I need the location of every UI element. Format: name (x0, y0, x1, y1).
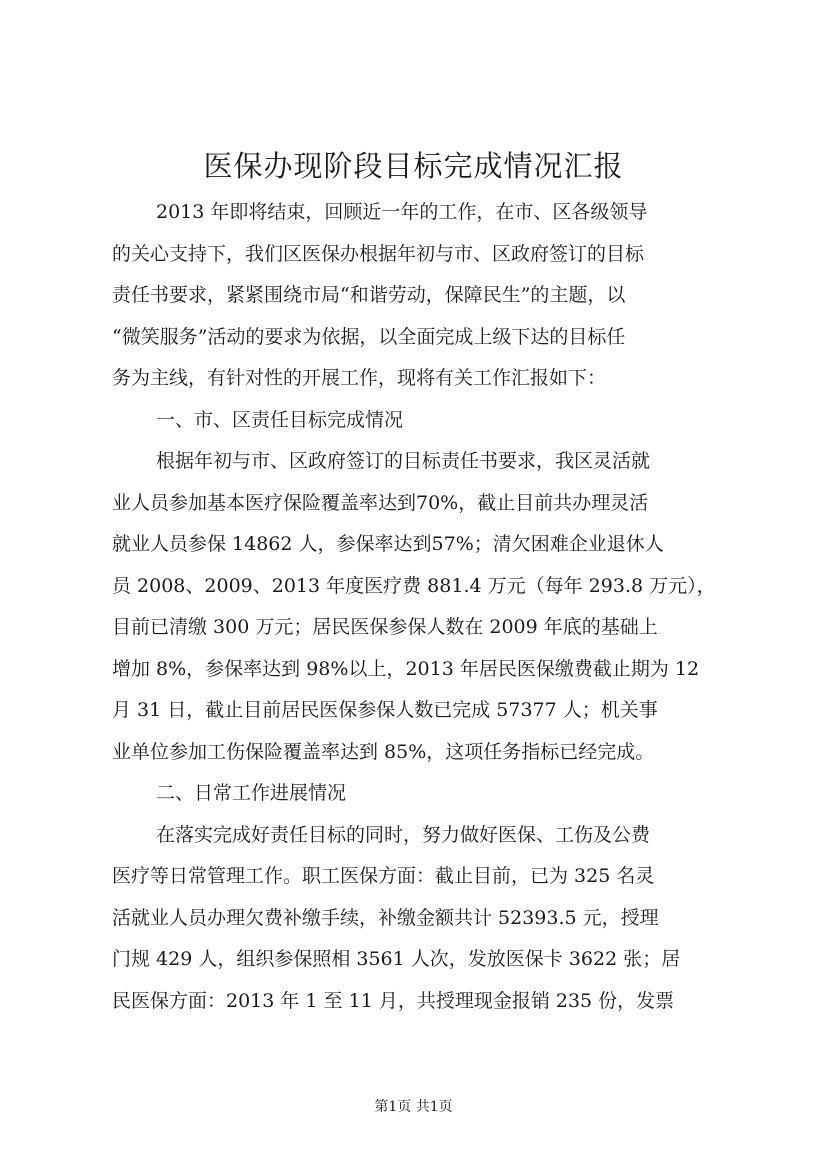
paragraph-intro-line: 的关心支持下，我们区医保办根据年初与市、区政府签订的目标 (112, 242, 645, 265)
paragraph-section2-line: 活就业人员办理欠费补缴手续，补缴金额共计 52393.5 元，授理 (112, 906, 659, 929)
document-title: 医保办现阶段目标完成情况汇报 (203, 149, 624, 183)
paragraph-intro-line: 务为主线，有针对性的开展工作，现将有关工作汇报如下： (112, 367, 607, 389)
paragraph-section1-line: 员 2008、2009、2013 年度医疗费 881.4 万元（每年 293.8 万元）， (112, 574, 716, 597)
paragraph-intro-line: “微笑服务”活动的要求为依据，以全面完成上级下达的目标任 (112, 325, 626, 348)
paragraph-section1-line: 根据年初与市、区政府签订的目标责任书要求，我区灵活就 (156, 450, 651, 472)
paragraph-section1-line: 业单位参加工伤保险覆盖率达到 85%，这项任务指标已经完成。 (112, 740, 655, 763)
paragraph-intro-line: 2013 年即将结束，回顾近一年的工作，在市、区各级领导 (156, 201, 648, 223)
paragraph-section2-line: 门规 429 人，组织参保照相 3561 人次，发放医保卡 3622 张；居 (112, 948, 681, 970)
section-heading-2: 二、日常工作进展情况 (156, 782, 347, 804)
paragraph-intro-line: 责任书要求，紧紧围绕市局“和谐劳动，保障民生”的主题，以 (112, 284, 626, 306)
paragraph-section2-line: 民医保方面：2013 年 1 至 11 月，共授理现金报销 235 份，发票 (112, 989, 675, 1012)
paragraph-section1-line: 就业人员参保 14862 人，参保率达到57%；清欠困难企业退休人 (112, 533, 664, 555)
paragraph-section1-line: 月 31 日，截止目前居民医保参保人数已完成 57377 人；机关事 (112, 699, 658, 721)
document-body (112, 192, 752, 1022)
paragraph-section1-line: 目前已清缴 300 万元；居民医保参保人数在 2009 年底的基础上 (112, 616, 658, 638)
page-footer: 第1页 共1页 (374, 1099, 453, 1115)
paragraph-section1-line: 业人员参加基本医疗保险覆盖率达到70%，截止目前共办理灵活 (112, 491, 649, 514)
paragraph-section1-line: 增加 8%，参保率达到 98%以上，2013 年居民医保缴费截止期为 12 (112, 657, 700, 680)
paragraph-section2-line: 医疗等日常管理工作。职工医保方面：截止目前，已为 325 名灵 (112, 865, 655, 887)
section-heading-1: 一、市、区责任目标完成情况 (156, 408, 404, 431)
paragraph-section2-line: 在落实完成好责任目标的同时，努力做好医保、工伤及公费 (156, 823, 651, 846)
